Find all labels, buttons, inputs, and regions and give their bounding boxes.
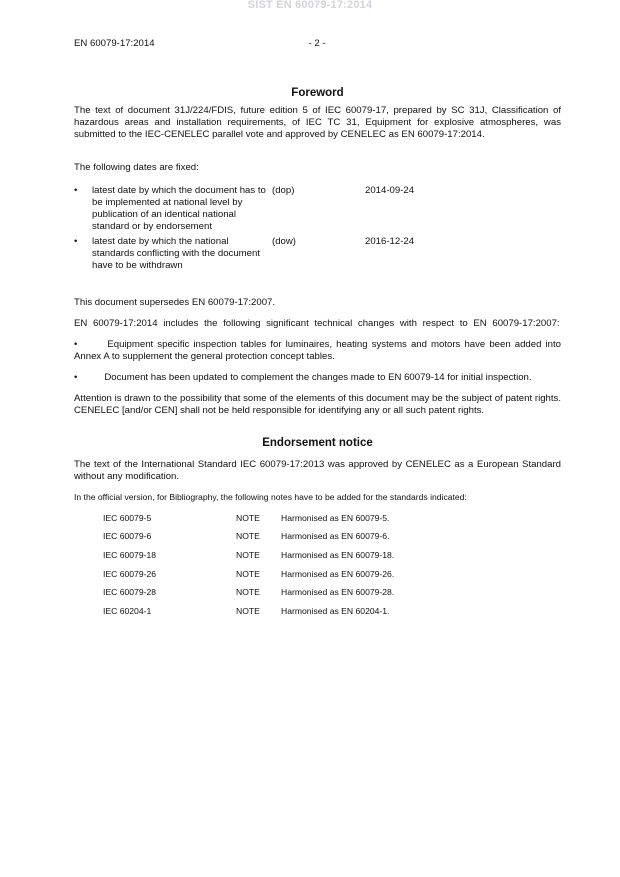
note-standard: IEC 60079-6	[103, 531, 152, 542]
document-body	[74, 86, 561, 624]
note-text: Harmonised as EN 60079-26.	[281, 568, 395, 579]
supersedes-note: This document supersedes EN 60079-17:2007.	[74, 296, 276, 308]
endorsement-title: Endorsement notice	[262, 437, 373, 450]
change-text: Equipment specific inspection tables for luminaires, heating systems and motors have been added into Annex A to supplement the general protection concept tables.	[74, 339, 561, 363]
note-keyword: NOTE	[236, 531, 260, 542]
note-row	[103, 606, 561, 625]
date-value: 2016-12-24	[365, 236, 415, 248]
date-item-dop	[74, 185, 561, 232]
note-text: Harmonised as EN 60204-1.	[281, 605, 390, 616]
note-text: Harmonised as EN 60079-18.	[281, 549, 395, 560]
document-id: EN 60079-17:2014	[74, 38, 155, 49]
date-value: 2014-09-24	[365, 185, 415, 197]
note-row	[103, 531, 561, 550]
bullet: •	[74, 371, 78, 383]
note-keyword: NOTE	[236, 512, 260, 523]
date-description: latest date by which the document has to be implemented at national level by publication of an identical national standard or by endorsement	[92, 185, 266, 232]
endorsement-text: The text of the International Standard IEC 60079-17:2013 was approved by CENELEC as a European Standard without any modification.	[74, 459, 561, 483]
note-standard: IEC 60079-26	[103, 568, 157, 579]
change-item	[74, 372, 561, 384]
note-standard: IEC 60079-18	[103, 549, 157, 560]
bullet: •	[74, 339, 78, 351]
dates-list	[74, 185, 561, 272]
bullet: •	[74, 185, 78, 197]
note-text: Harmonised as EN 60079-6.	[281, 531, 390, 542]
date-item-dow	[74, 236, 561, 271]
notes-intro: In the official version, for Bibliography, the following notes have to be added for the standards indicated:	[74, 491, 467, 502]
bullet: •	[74, 236, 78, 248]
note-row	[103, 569, 561, 588]
change-text: Document has been updated to complement the changes made to EN 60079-14 for initial inspection.	[104, 371, 532, 383]
note-standard: IEC 60204-1	[103, 605, 152, 616]
dates-intro: The following dates are fixed:	[74, 162, 199, 174]
note-text: Harmonised as EN 60079-5.	[281, 512, 390, 523]
patent-notice: Attention is drawn to the possibility that some of the elements of this document may be the subject of patent rights. CENELEC [and/or CEN] shall not be held responsible for identifying any or all such patent rights.	[74, 392, 561, 416]
notes-table	[103, 513, 561, 625]
page-number: - 2 -	[308, 38, 326, 49]
note-text: Harmonised as EN 60079-28.	[281, 587, 395, 598]
note-keyword: NOTE	[236, 605, 260, 616]
date-description: latest date by which the national standards conflicting with the document have to be withdrawn	[92, 236, 260, 271]
note-keyword: NOTE	[236, 549, 260, 560]
date-code: (dow)	[272, 236, 296, 248]
note-row	[103, 513, 561, 532]
foreword-title: Foreword	[291, 87, 344, 99]
note-row	[103, 587, 561, 606]
foreword-intro: The text of document 31J/224/FDIS, future edition 5 of IEC 60079-17, prepared by SC 31J, Classification of hazardous areas and installation requirements, of IEC TC 31, Equipment for explosive atmospheres, was submitted to the IEC-CENELEC parallel vote and approved by CENELEC as EN 60079-17:2014.	[74, 105, 561, 140]
changes-intro: EN 60079-17:2014 includes the following significant technical changes with respect to EN 60079-17:2007:	[74, 317, 560, 329]
page-header	[74, 38, 560, 52]
note-standard: IEC 60079-5	[103, 512, 152, 523]
changes-list	[74, 339, 561, 383]
note-keyword: NOTE	[236, 568, 260, 579]
watermark: SIST EN 60079-17:2014	[247, 0, 373, 11]
note-row	[103, 550, 561, 569]
change-item	[74, 339, 561, 363]
note-standard: IEC 60079-28	[103, 587, 157, 598]
date-code: (dop)	[272, 185, 295, 197]
note-keyword: NOTE	[236, 587, 260, 598]
